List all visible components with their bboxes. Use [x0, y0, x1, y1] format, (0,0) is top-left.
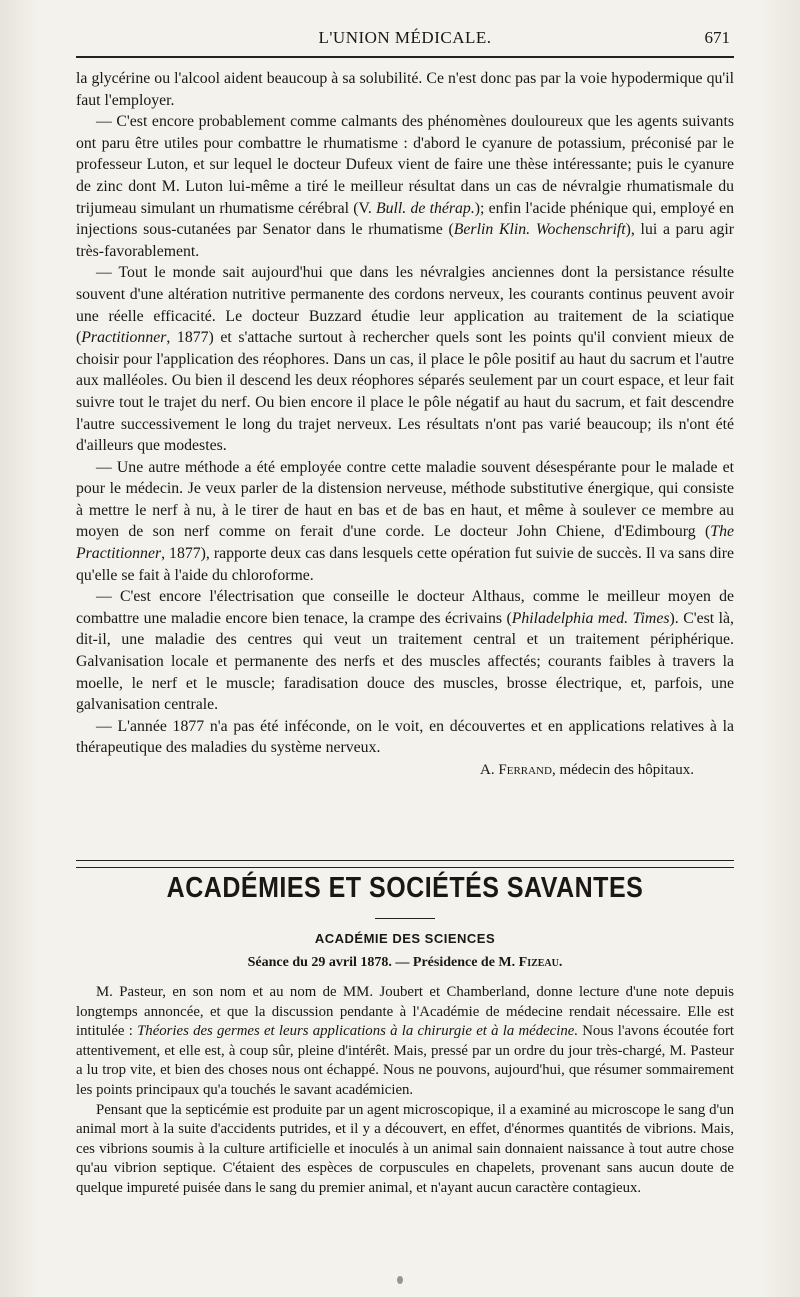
- paragraph-4: [76, 457, 734, 587]
- short-divider: [375, 918, 435, 919]
- academy-paragraph-2: Pensant que la septicémie est produite par un agent microscopique, il a examiné au microscope le sang d'un animal mort à la suite d'accidents putrides, et il y a découvert, en effet, d'énormes quantités de vibrions. Mais, ces vibrions soumis à la culture artificielle et inoculés à un animal sain donnaient naissance à tout autre chose qu'au vibrion septique. C'étaient des espèces de corpuscules en chapelets, provenant sans aucun doute de quelque impureté puisée dans le sang du premier animal, et n'ayant aucun caractère contagieux.: [76, 1101, 734, 1196]
- academy-paragraph-1: [76, 983, 734, 1101]
- double-rule-divider: [76, 860, 734, 868]
- citation-the-practitionner: The Practitionner: [76, 523, 734, 563]
- citation-bull-therap: Bull. de thérap.: [375, 199, 475, 217]
- signature-title: , médecin des hôpitaux.: [551, 762, 694, 778]
- paragraph-2: [76, 111, 734, 262]
- paragraph-1: la glycérine ou l'alcool aident beaucoup à sa solubilité. Ce n'est donc pas par la voie hypodermique qu'il faut l'employer.: [76, 70, 734, 109]
- journal-title: L'UNION MÉDICALE.: [318, 28, 492, 47]
- paragraph-6: — L'année 1877 n'a pas été inféconde, on le voit, en découvertes et en applications relatives à la thérapeutique des maladies du système nerveux.: [76, 717, 734, 757]
- paragraph-3-start: — Tout le monde sait aujourd'hui que dans les névralgies anciennes dont la persistance résulte souvent d'une altération nutritive permanente des cordons nerveux, les courants continus peuvent avoir une réelle efficacité. Le docteur Buzzard étudie leur application au traitement de la sciatique (: [76, 264, 734, 347]
- paragraph-2-start: — C'est encore probablement comme calmants des phénomènes douloureux que les agents suivants ont paru être utiles pour combattre le rhumatisme : d'abord le cyanure de potassium, préconisé par le professeur Luton, et sur lequel le docteur Dufeux vient de faire une thèse intéressante; puis le cyanure de zinc dont M. Luton lui-même a tiré le meilleur résultat dans un cas de névralgie rhumatismale du trijumeau simulant un rhumatisme cérébral (V.: [76, 113, 734, 217]
- paragraph-4-start: — Une autre méthode a été employée contre cette maladie souvent désespérante pour le malade et pour le médecin. Je veux parler de la distension nerveuse, méthode substitutive énergique, qui consiste à mettre le nerf à nu, à le tirer de haut en bas et de bas en haut, et même à soulever ce membre au moyen de son nerf comme on ferait d'une corde. Le docteur John Chiene, d'Edimbourg (: [76, 458, 734, 541]
- signature: [76, 760, 734, 782]
- session-date: Séance du 29 avril 1878. — Présidence de M.: [247, 955, 519, 970]
- citation-practitionner: Practitionner: [81, 329, 167, 347]
- section-title: ACADÉMIES ET SOCIÉTÉS SAVANTES: [166, 871, 644, 905]
- signature-name: A. Ferrand: [480, 762, 552, 778]
- paragraph-2-end: ), lui a paru agir très-favorablement.: [76, 221, 735, 260]
- citation-berlin-klin: Berlin Klin. Wochenschrift: [453, 221, 626, 239]
- paragraph-5-end: ). C'est là, dit-il, une maladie des centres qui veut un traitement central et un traitement périphérique. Galvanisation locale et permanente des nerfs et des muscles affectés; courants faibles à travers la moelle, le nerf et le muscle; faradisation douce des muscles, brosse électrique, et, parfois, une galvanisation centrale.: [76, 609, 734, 714]
- session-president: Fizeau: [518, 955, 559, 970]
- session-end: .: [558, 955, 563, 970]
- paragraph-5-start: — C'est encore l'électrisation que conseille le docteur Althaus, comme le meilleur moyen de combattre une maladie encore bien tenace, la crampe des écrivains (: [76, 588, 734, 627]
- paragraph-2-mid: ); enfin l'acide phénique qui, employé en injections sous-cutanées par Senator dans le rhumatisme (: [76, 199, 735, 239]
- citation-philadelphia: Philadelphia med. Times: [511, 609, 670, 627]
- ink-dot: [397, 1276, 403, 1284]
- paragraph-4-end: , 1877), rapporte deux cas dans lesquels cette opération fut suivie de succès. Il va sans dire qu'elle se fait à l'aide du chloroforme.: [76, 545, 734, 584]
- running-header: [76, 22, 734, 58]
- subsection-title: ACADÉMIE DES SCIENCES: [314, 931, 496, 946]
- academy-paragraph-1-start: M. Pasteur, en son nom et au nom de MM. Joubert et Chamberland, donne lecture d'une note depuis longtemps annoncée, et que la discussion pendante à l'Académie de médecine rendait nécessaire. Elle est intitulée :: [76, 984, 734, 1040]
- paragraph-5: [76, 586, 734, 716]
- paragraph-3: [76, 262, 734, 456]
- note-title: Théories des germes et leurs applications à la chirurgie et à la médecine.: [137, 1023, 579, 1040]
- paragraph-3-end: , 1877) et s'attache surtout à rechercher quels sont les points qu'il convient mieux de choisir pour l'application des réophores. Dans un cas, il place le pôle positif au haut du sacrum et l'autre aux malléoles. Ou bien il descend les deux réophores séparés seulement par un court espace, et leur fait suivre tout le trajet du nerf. Ou bien encore il place le pôle négatif au haut du sacrum, et fait descendre l'autre successivement le long du trajet nerveux. Les résultats n'ont pas varié beaucoup; ils n'ont été d'ailleurs que modestes.: [76, 329, 734, 455]
- academy-paragraph-1-end: Nous l'avons écoutée fort attentivement, et elle est, à coup sûr, pleine d'intérêt. Mais, pressé par un ordre du jour très-chargé, M. Pasteur a lu trop vite, et bien des choses nous ont échappé. Nous ne pouvons, aujourd'hui, que résumer sommairement les points principaux qu'a touchés le savant académicien.: [76, 1023, 734, 1098]
- academy-body: [76, 983, 734, 1199]
- session-line: [76, 955, 734, 971]
- article-body: [76, 68, 734, 782]
- page-number: 671: [704, 28, 730, 47]
